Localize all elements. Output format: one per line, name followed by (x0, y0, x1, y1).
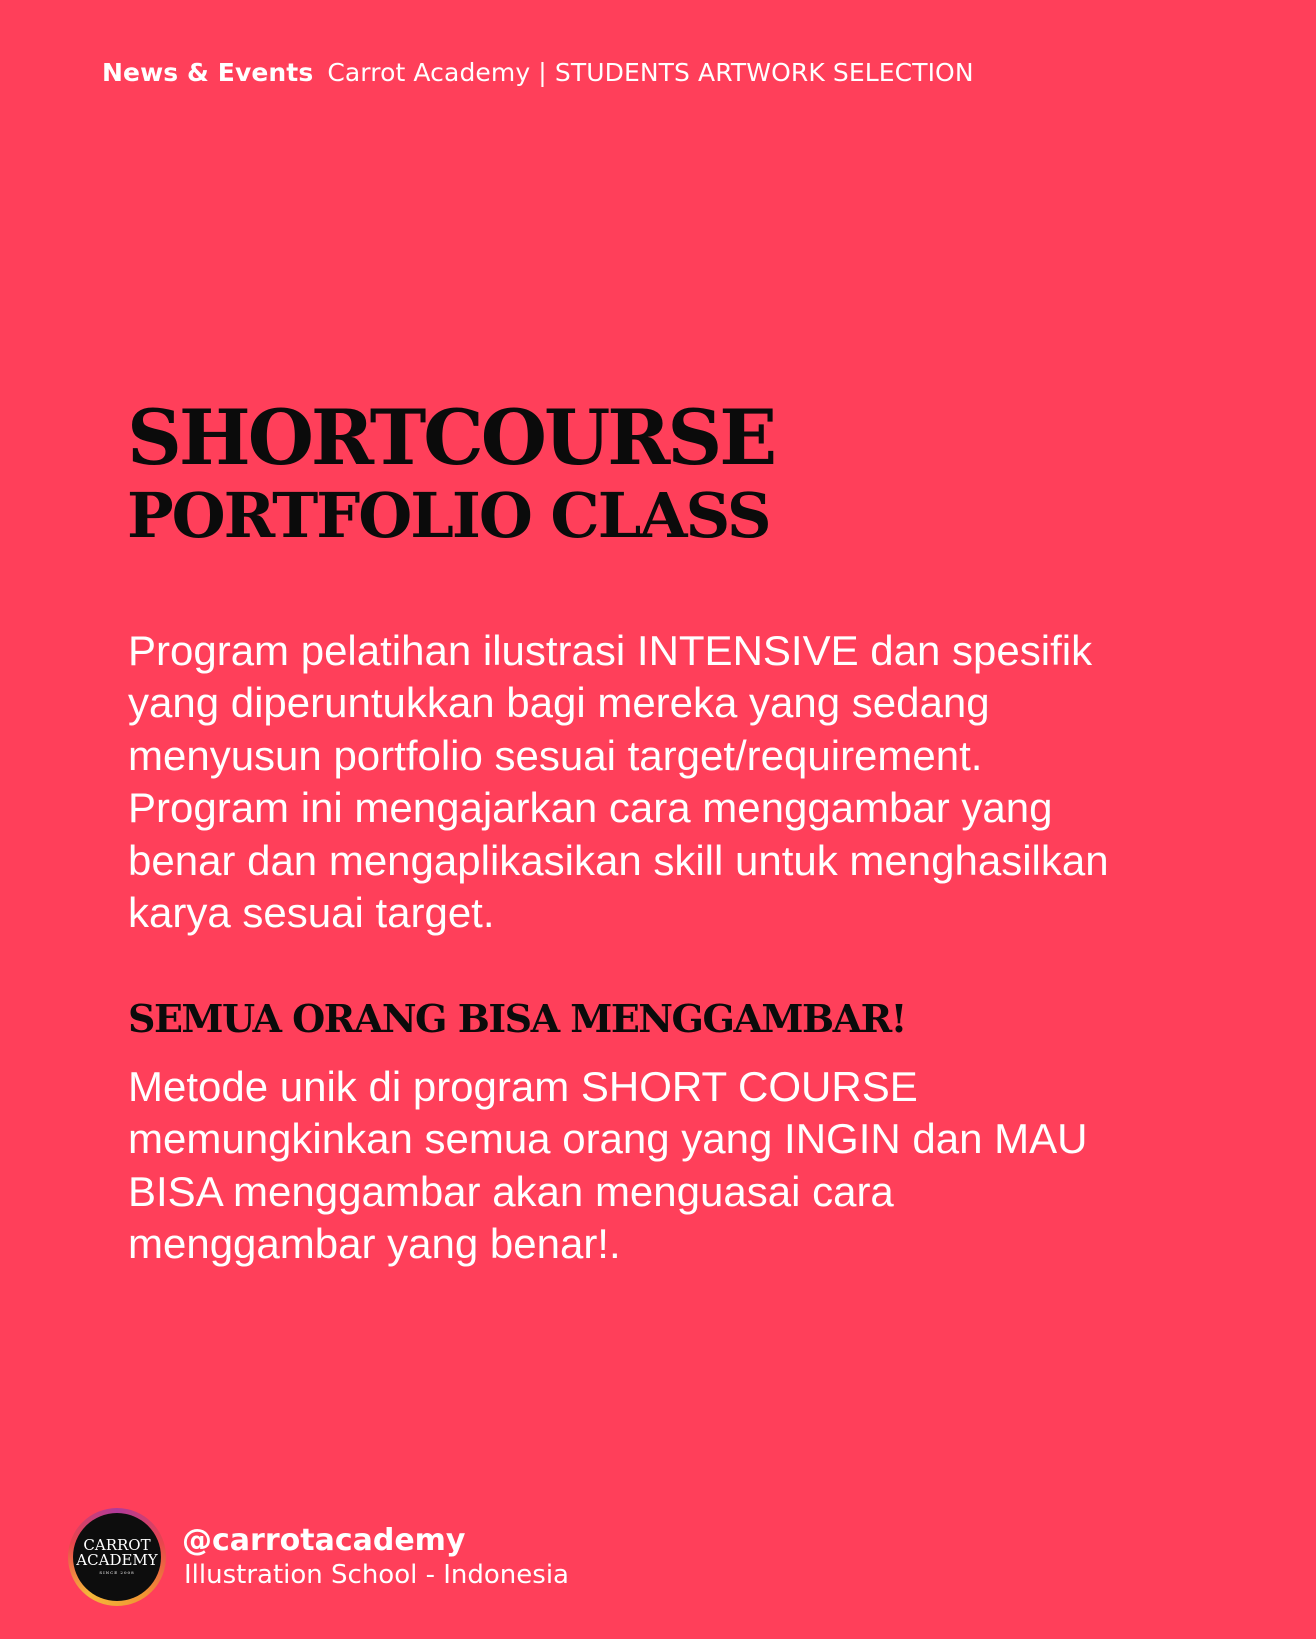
header-bar (102, 58, 974, 87)
headline-sub: PORTFOLIO CLASS (127, 479, 770, 552)
avatar[interactable] (68, 1508, 166, 1606)
intro-line: karya sesuai target. (128, 889, 495, 937)
intro-line: menyusun portfolio sesuai target/requirement. (128, 731, 983, 779)
profile-handle[interactable]: @carrotacademy (182, 1523, 466, 1558)
headline-main: SHORTCOURSE (127, 393, 775, 482)
logo-line-1: CARROT (83, 1536, 151, 1554)
headline (127, 395, 774, 551)
logo-since: SINCE 2008 (99, 1570, 135, 1575)
header-section-label: News & Events (102, 58, 314, 87)
section-line: memungkinkan semua orang yang INGIN dan MAU (128, 1115, 1088, 1163)
intro-line: Program ini mengajarkan cara menggambar yang (128, 784, 1053, 832)
intro-line: yang diperuntukkan bagi mereka yang sedang (128, 679, 990, 727)
section-paragraph (128, 1061, 1148, 1271)
section-line: menggambar yang benar!. (128, 1220, 621, 1268)
section-line: Metode unik di program SHORT COURSE (128, 1063, 918, 1110)
section-line: BISA menggambar akan menguasai cara (128, 1167, 894, 1215)
intro-paragraph (128, 625, 1148, 939)
footer (68, 1508, 569, 1606)
section-heading: SEMUA ORANG BISA MENGGAMBAR! (128, 996, 906, 1041)
intro-line: benar dan mengaplikasikan skill untuk menghasilkan (128, 836, 1109, 884)
profile-tagline: Illustration School - Indonesia (184, 1560, 569, 1590)
carrot-academy-logo (73, 1513, 161, 1601)
footer-profile (180, 1523, 569, 1591)
intro-line: Program pelatihan ilustrasi INTENSIVE dan spesifik (128, 627, 1093, 674)
logo-line-2: ACADEMY (76, 1551, 158, 1569)
header-title: Carrot Academy | STUDENTS ARTWORK SELECTION (327, 58, 974, 87)
